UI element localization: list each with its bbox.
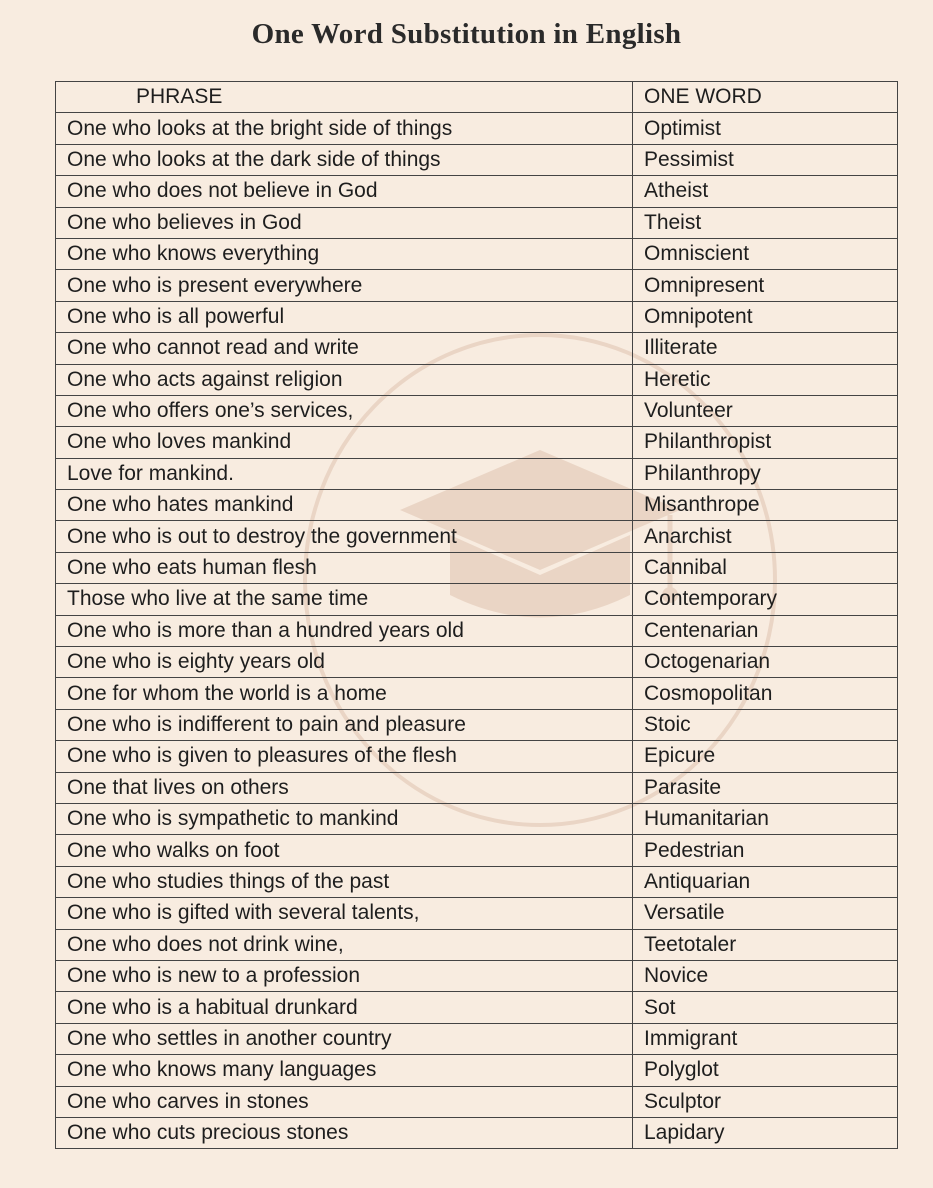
- one-word-cell: Pedestrian: [633, 835, 898, 866]
- phrase-cell: One who is indifferent to pain and pleasure: [56, 709, 633, 740]
- phrase-cell: One who does not drink wine,: [56, 929, 633, 960]
- table-row: [56, 458, 898, 489]
- phrase-cell: One who is all powerful: [56, 301, 633, 332]
- table-row: [56, 552, 898, 583]
- table-row: [56, 270, 898, 301]
- phrase-cell: One who is a habitual drunkard: [56, 992, 633, 1023]
- one-word-cell: Atheist: [633, 176, 898, 207]
- one-word-cell: Polyglot: [633, 1055, 898, 1086]
- substitution-table: [55, 81, 898, 1149]
- table-row: [56, 301, 898, 332]
- table-row: [56, 113, 898, 144]
- one-word-cell: Misanthrope: [633, 490, 898, 521]
- phrase-cell: One who acts against religion: [56, 364, 633, 395]
- page-title: One Word Substitution in English: [251, 18, 682, 50]
- table-row: [56, 772, 898, 803]
- phrase-cell: One who knows many languages: [56, 1055, 633, 1086]
- one-word-cell: Cannibal: [633, 552, 898, 583]
- phrase-cell: One who cuts precious stones: [56, 1117, 633, 1148]
- one-word-cell: Anarchist: [633, 521, 898, 552]
- phrase-cell: One who eats human flesh: [56, 552, 633, 583]
- phrase-cell: One who is gifted with several talents,: [56, 898, 633, 929]
- one-word-cell: Parasite: [633, 772, 898, 803]
- phrase-cell: One who studies things of the past: [56, 866, 633, 897]
- phrase-cell: One who carves in stones: [56, 1086, 633, 1117]
- table-row: [56, 1117, 898, 1148]
- table-row: [56, 741, 898, 772]
- one-word-cell: Novice: [633, 960, 898, 991]
- table-row: [56, 898, 898, 929]
- table-row: [56, 835, 898, 866]
- table-body: [56, 113, 898, 1149]
- phrase-cell: One who settles in another country: [56, 1023, 633, 1054]
- table-row: [56, 803, 898, 834]
- column-header-one-word: ONE WORD: [633, 82, 898, 113]
- one-word-cell: Humanitarian: [633, 803, 898, 834]
- one-word-cell: Octogenarian: [633, 647, 898, 678]
- table-row: [56, 333, 898, 364]
- one-word-cell: Theist: [633, 207, 898, 238]
- table-row: [56, 144, 898, 175]
- one-word-cell: Centenarian: [633, 615, 898, 646]
- one-word-cell: Pessimist: [633, 144, 898, 175]
- table-row: [56, 1055, 898, 1086]
- table-row: [56, 1023, 898, 1054]
- one-word-cell: Philanthropy: [633, 458, 898, 489]
- phrase-cell: Those who live at the same time: [56, 584, 633, 615]
- one-word-cell: Heretic: [633, 364, 898, 395]
- one-word-cell: Versatile: [633, 898, 898, 929]
- table-row: [56, 1086, 898, 1117]
- table-row: [56, 238, 898, 269]
- table-row: [56, 709, 898, 740]
- one-word-cell: Immigrant: [633, 1023, 898, 1054]
- phrase-cell: One who is given to pleasures of the flesh: [56, 741, 633, 772]
- table-row: [56, 678, 898, 709]
- phrase-cell: One who walks on foot: [56, 835, 633, 866]
- phrase-cell: One who is more than a hundred years old: [56, 615, 633, 646]
- one-word-cell: Contemporary: [633, 584, 898, 615]
- one-word-cell: Stoic: [633, 709, 898, 740]
- table-row: [56, 207, 898, 238]
- table-row: [56, 584, 898, 615]
- table-row: [56, 521, 898, 552]
- one-word-cell: Volunteer: [633, 395, 898, 426]
- one-word-cell: Omnipresent: [633, 270, 898, 301]
- phrase-cell: One who does not believe in God: [56, 176, 633, 207]
- table-row: [56, 866, 898, 897]
- table-row: [56, 427, 898, 458]
- phrase-cell: One who offers one’s services,: [56, 395, 633, 426]
- table-row: [56, 176, 898, 207]
- table-row: [56, 364, 898, 395]
- one-word-cell: Optimist: [633, 113, 898, 144]
- one-word-cell: Illiterate: [633, 333, 898, 364]
- one-word-cell: Cosmopolitan: [633, 678, 898, 709]
- phrase-cell: Love for mankind.: [56, 458, 633, 489]
- one-word-cell: Philanthropist: [633, 427, 898, 458]
- phrase-cell: One for whom the world is a home: [56, 678, 633, 709]
- phrase-cell: One who is out to destroy the government: [56, 521, 633, 552]
- table-row: [56, 992, 898, 1023]
- column-header-phrase: PHRASE: [56, 82, 633, 113]
- phrase-cell: One who loves mankind: [56, 427, 633, 458]
- one-word-cell: Sculptor: [633, 1086, 898, 1117]
- one-word-cell: Antiquarian: [633, 866, 898, 897]
- one-word-cell: Sot: [633, 992, 898, 1023]
- phrase-cell: One who cannot read and write: [56, 333, 633, 364]
- phrase-cell: One who knows everything: [56, 238, 633, 269]
- phrase-cell: One who looks at the bright side of things: [56, 113, 633, 144]
- phrase-cell: One who is present everywhere: [56, 270, 633, 301]
- table-row: [56, 490, 898, 521]
- table-header-row: [56, 82, 898, 113]
- table-row: [56, 615, 898, 646]
- phrase-cell: One that lives on others: [56, 772, 633, 803]
- phrase-cell: One who is new to a profession: [56, 960, 633, 991]
- phrase-cell: One who is sympathetic to mankind: [56, 803, 633, 834]
- table-row: [56, 647, 898, 678]
- phrase-cell: One who is eighty years old: [56, 647, 633, 678]
- table-row: [56, 929, 898, 960]
- one-word-cell: Epicure: [633, 741, 898, 772]
- one-word-cell: Omnipotent: [633, 301, 898, 332]
- phrase-cell: One who believes in God: [56, 207, 633, 238]
- one-word-cell: Lapidary: [633, 1117, 898, 1148]
- phrase-cell: One who looks at the dark side of things: [56, 144, 633, 175]
- one-word-cell: Teetotaler: [633, 929, 898, 960]
- one-word-cell: Omniscient: [633, 238, 898, 269]
- table-row: [56, 960, 898, 991]
- table-row: [56, 395, 898, 426]
- phrase-cell: One who hates mankind: [56, 490, 633, 521]
